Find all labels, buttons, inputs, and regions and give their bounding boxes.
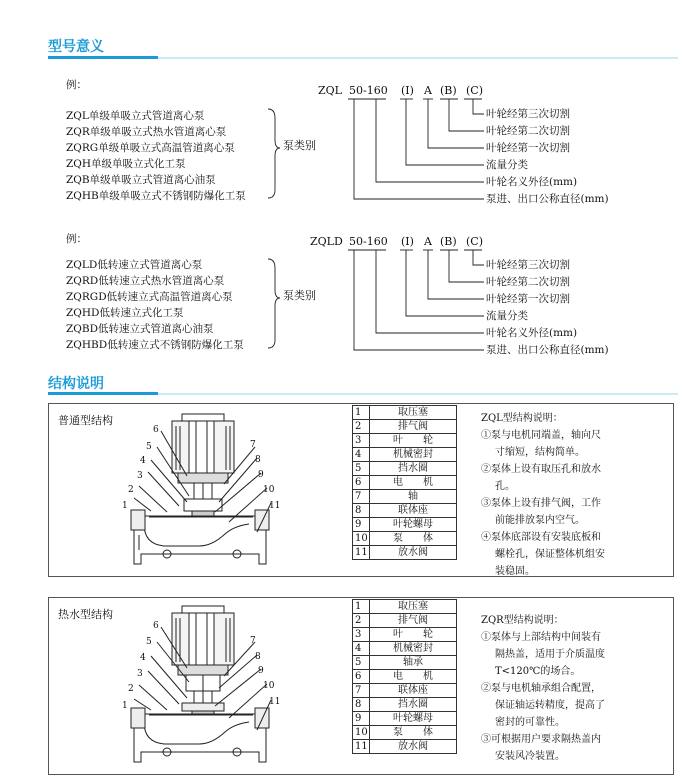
part-name: 放水阀 [370,740,457,754]
parts-table-row [353,476,457,490]
parts-table-row [353,656,457,670]
code-meaning: 泵进、出口公称直径(mm) [486,193,609,205]
callout-number: 3 [137,471,143,481]
description-title: ZQR型结构说明： [481,615,564,626]
callout-number: 6 [153,425,159,435]
part-name: 泵 体 [370,532,457,546]
description-line: ②泵体上设有取压孔和放水 [481,464,601,475]
part-name: 电 机 [370,476,457,490]
part-number: 1 [353,406,370,420]
callout-number: 6 [153,621,159,631]
part-number: 10 [353,726,370,740]
code-part-2: A [424,235,432,248]
parts-table-row [353,518,457,532]
parts-table [352,405,457,560]
pump-type: ZQB单级单吸立式管道离心油泵 [66,174,216,186]
part-number: 7 [353,490,370,504]
part-number: 4 [353,642,370,656]
section-title-structure: 结构说明 [48,376,104,392]
callout-number: 10 [263,485,275,495]
parts-table-row [353,420,457,434]
part-name: 叶 轮 [370,628,457,642]
description-line: ①泵体与上部结构中间装有 [481,632,601,643]
description-line: 寸缩短，结构简单。 [495,447,585,458]
parts-table-row [353,490,457,504]
structure-description [481,612,605,765]
description-line: T<120℃的场合。 [495,666,581,677]
code-part-1: (I) [401,235,414,248]
parts-table-row [353,684,457,698]
code-prefix: ZQL [318,84,342,97]
parts-table-row [353,698,457,712]
example-label: 例： [66,233,87,245]
parts-table-row [353,726,457,740]
code-meaning: 叶轮经第一次切割 [486,293,570,305]
parts-table-row [353,614,457,628]
brace-label: 泵类别 [283,139,316,152]
part-name: 排气阀 [370,614,457,628]
callout-number: 5 [146,442,152,452]
description-line: 安装风冷装置。 [495,751,565,762]
part-name: 排气阀 [370,420,457,434]
description-line: 装稳固。 [495,566,535,577]
code-part-4: (C) [466,84,483,97]
parts-table-row [353,670,457,684]
parts-table-row [353,448,457,462]
part-number: 2 [353,614,370,628]
description-line: ②泵与电机轴承组合配置， [481,683,601,694]
code-meaning: 流量分类 [486,159,528,171]
part-number: 9 [353,518,370,532]
description-line: 隔热盖，适用于介质温度 [495,649,605,660]
callout-number: 9 [258,470,264,480]
callout-number: 7 [250,440,256,450]
code-meaning: 叶轮经第二次切割 [486,276,570,288]
pump-type: ZQLD低转速立式管道离心泵 [66,259,203,271]
part-number: 11 [353,740,370,754]
pump-type: ZQHD低转速立式化工泵 [66,307,184,319]
structure-description [481,410,605,580]
parts-table-row [353,628,457,642]
part-name: 联体座 [370,504,457,518]
code-part-1: (I) [401,84,414,97]
brace-label: 泵类别 [283,289,316,302]
callout-number: 2 [128,684,134,694]
description-line: ①泵与电机同端盖，轴向尺 [481,430,601,441]
part-name: 联体座 [370,684,457,698]
code-meaning: 叶轮经第三次切割 [486,259,570,271]
pump-type: ZQRG单级单吸立式高温管道离心泵 [66,142,235,154]
code-size: 50-160 [349,235,388,248]
parts-table-row [353,406,457,420]
part-number: 3 [353,434,370,448]
parts-table [352,599,457,754]
code-part-3: (B) [440,235,457,248]
callout-number: 10 [263,681,275,691]
pump-type: ZQR单级单吸立式热水管道离心泵 [66,126,227,138]
description-line: 保证轴运转精度，提高了 [495,700,605,711]
parts-table-row [353,712,457,726]
description-title: ZQL型结构说明： [481,413,563,424]
callout-number: 1 [122,701,128,711]
pump-type: ZQRGD低转速立式高温管道离心泵 [66,291,233,303]
callout-number: 9 [258,666,264,676]
callout-number: 1 [122,501,128,511]
part-name: 挡水圈 [370,698,457,712]
callout-number: 8 [255,455,261,465]
section-divider [48,57,678,59]
part-name: 挡水圈 [370,462,457,476]
callout-number: 3 [137,669,143,679]
panel-title: 普通型结构 [58,414,113,427]
callout-number: 4 [140,456,146,466]
part-name: 叶 轮 [370,434,457,448]
part-number: 5 [353,462,370,476]
part-number: 2 [353,420,370,434]
code-part-2: A [424,84,432,97]
part-name: 电 机 [370,670,457,684]
code-meaning: 叶轮经第二次切割 [486,125,570,137]
part-number: 4 [353,448,370,462]
pump-type: ZQBD低转速立式管道离心油泵 [66,323,214,335]
description-line: ③泵体上设有排气阀，工作 [481,498,601,509]
pump-type: ZQL单级单吸立式管道离心泵 [66,110,205,122]
part-name: 放水阀 [370,546,457,560]
part-number: 5 [353,656,370,670]
parts-table-row [353,546,457,560]
callout-number: 7 [250,636,256,646]
part-name: 取压塞 [370,600,457,614]
panel-title: 热水型结构 [58,608,113,621]
part-name: 取压塞 [370,406,457,420]
part-number: 8 [353,504,370,518]
structure-panel-hot-water [48,597,674,775]
code-prefix: ZQLD [310,235,343,248]
part-number: 6 [353,670,370,684]
part-number: 8 [353,698,370,712]
callout-number: 5 [146,637,152,647]
part-number: 11 [353,546,370,560]
parts-table-row [353,642,457,656]
part-number: 1 [353,600,370,614]
pump-type: ZQRD低转速立式热水管道离心泵 [66,275,225,287]
code-part-4: (C) [466,235,483,248]
part-name: 机械密封 [370,642,457,656]
part-name: 轴 [370,490,457,504]
code-meaning: 叶轮经第一次切割 [486,142,570,154]
parts-table-row [353,434,457,448]
part-number: 6 [353,476,370,490]
code-meaning: 叶轮经第三次切割 [486,108,570,120]
parts-table-row [353,600,457,614]
callout-number: 2 [128,485,134,495]
part-name: 机械密封 [370,448,457,462]
description-line: 前能排放泵内空气。 [495,515,585,526]
description-line: ④泵体底部设有安装底板和 [481,532,601,543]
callout-number: 8 [255,652,261,662]
part-name: 轴承 [370,656,457,670]
code-meaning: 流量分类 [486,310,528,322]
section-title-model-meaning: 型号意义 [48,39,104,55]
callout-number: 11 [269,697,281,707]
description-line: 密封的可靠性。 [495,717,565,728]
structure-panel-standard [48,403,674,577]
pump-type: ZQH单级单吸立式化工泵 [66,158,186,170]
example-label: 例： [66,79,87,91]
part-number: 3 [353,628,370,642]
code-part-3: (B) [440,84,457,97]
callout-number: 11 [269,501,281,511]
description-line: 孔。 [495,481,515,492]
code-meaning: 泵进、出口公称直径(mm) [486,344,609,356]
code-meaning: 叶轮名义外径(mm) [486,327,578,339]
description-line: ③可根据用户要求隔热盖内 [481,734,601,745]
parts-table-row [353,740,457,754]
description-line: 螺栓孔，保证整体机组安 [495,549,605,560]
part-number: 7 [353,684,370,698]
pump-type: ZQHBD低转速立式不锈钢防爆化工泵 [66,339,244,351]
part-number: 9 [353,712,370,726]
parts-table-row [353,532,457,546]
part-number: 10 [353,532,370,546]
part-name: 叶轮螺母 [370,518,457,532]
part-name: 叶轮螺母 [370,712,457,726]
code-size: 50-160 [349,84,388,97]
parts-table-row [353,462,457,476]
parts-table-row [353,504,457,518]
pump-type: ZQHB单级单吸立式不锈钢防爆化工泵 [66,190,246,202]
part-name: 泵 体 [370,726,457,740]
code-meaning: 叶轮名义外径(mm) [486,176,578,188]
callout-number: 4 [140,653,146,663]
section-divider [48,393,678,395]
